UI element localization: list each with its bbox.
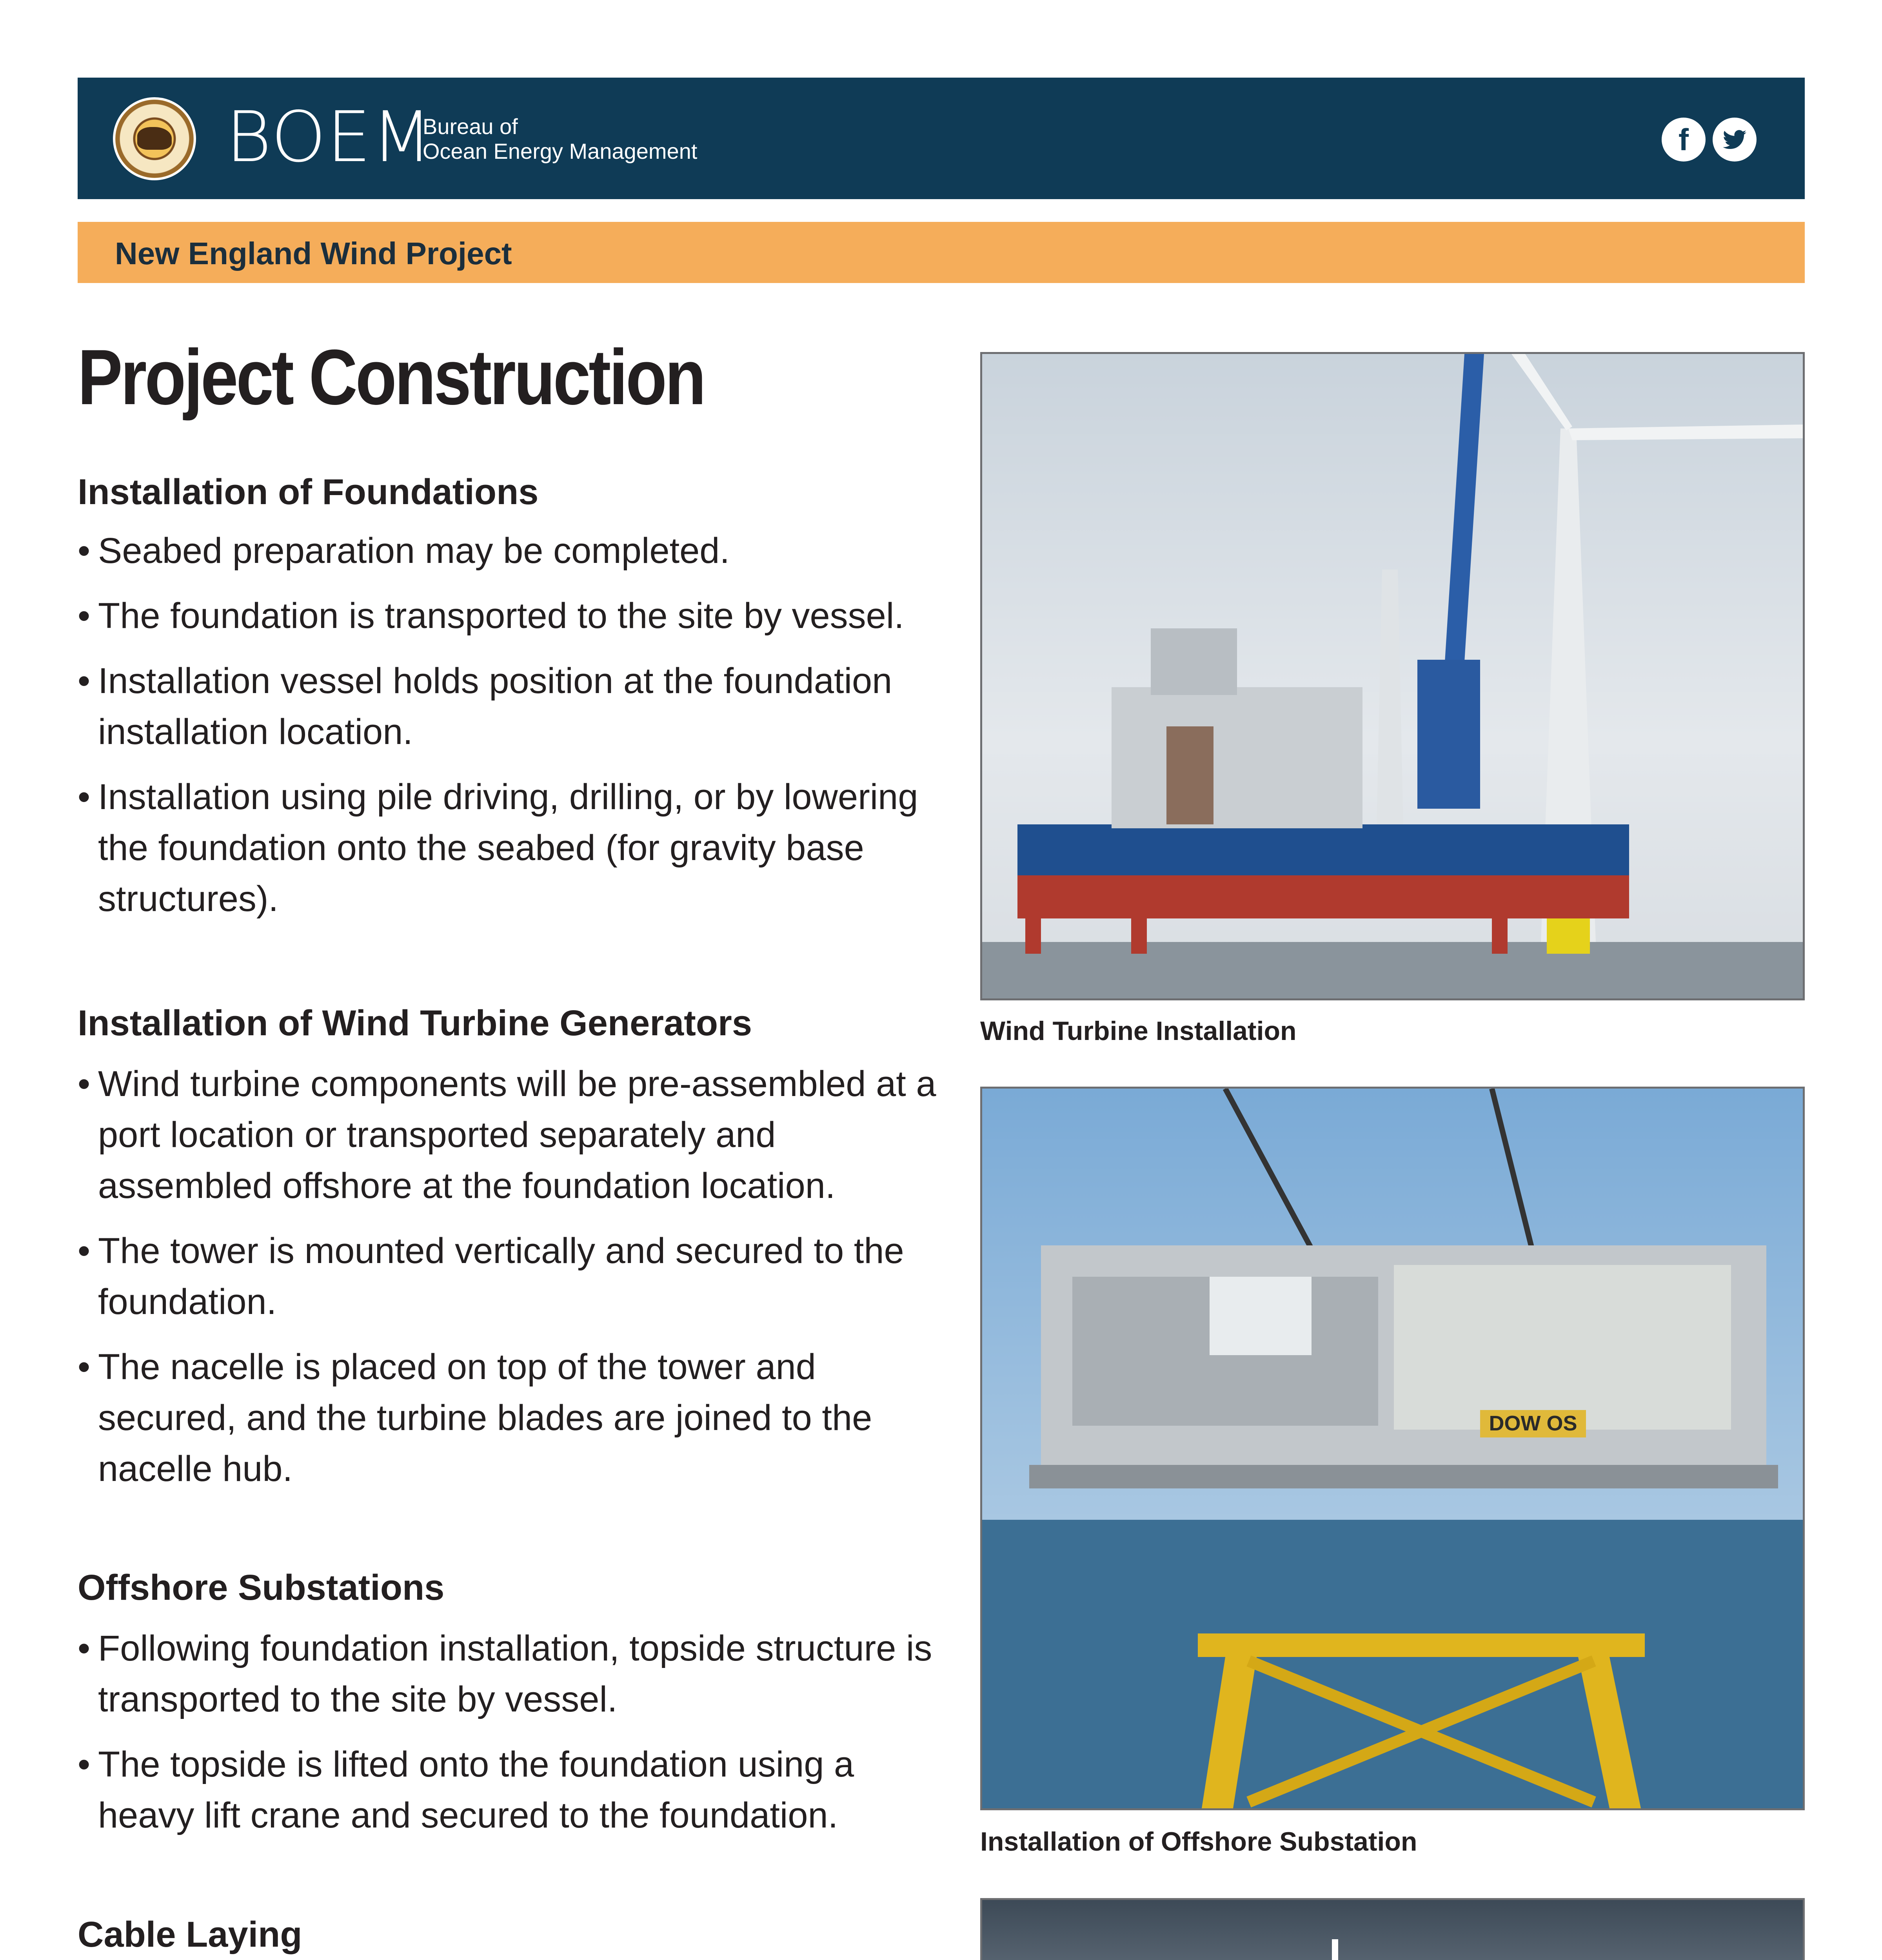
wind-turbine-installation-photo xyxy=(980,352,1805,1000)
list-item: • Wind turbine components will be pre-assembled at a port location or transported separately and assembled offshore at the foundation location. xyxy=(78,1058,940,1211)
brand-logo-text[interactable]: BOEM xyxy=(226,96,433,178)
project-banner xyxy=(78,222,1805,283)
list-item: • The topside is lifted onto the foundation using a heavy lift crane and secured to the foundation. xyxy=(78,1739,940,1841)
twitter-icon[interactable] xyxy=(1713,118,1757,162)
section-heading-turbines: Installation of Wind Turbine Generators xyxy=(78,1003,752,1043)
photo-caption-turbine: Wind Turbine Installation xyxy=(980,1016,1297,1046)
brand-subtitle-line2: Ocean Energy Management xyxy=(423,139,698,163)
turbines-list xyxy=(78,1058,940,1508)
section-heading-foundations: Installation of Foundations xyxy=(78,472,539,512)
list-item: • Following foundation installation, topside structure is transported to the site by vessel. xyxy=(78,1623,940,1725)
list-item: • Installation using pile driving, drilling, or by lowering the foundation onto the seabed (for gravity base structures). xyxy=(78,771,940,924)
substations-list xyxy=(78,1623,940,1855)
brand-subtitle-line1: Bureau of xyxy=(423,114,518,139)
offshore-substation-photo xyxy=(980,1087,1805,1810)
section-heading-substations: Offshore Substations xyxy=(78,1568,445,1608)
photo-caption-substation: Installation of Offshore Substation xyxy=(980,1827,1417,1857)
doi-seal-icon xyxy=(113,97,196,180)
foundations-list xyxy=(78,525,940,938)
list-item: • Installation vessel holds position at the foundation installation location. xyxy=(78,655,940,757)
project-name: New England Wind Project xyxy=(115,236,512,271)
list-item: • The tower is mounted vertically and secured to the foundation. xyxy=(78,1225,940,1327)
substation-label: DOW OS xyxy=(1489,1412,1577,1435)
site-header xyxy=(78,78,1805,199)
list-item: • Seabed preparation may be completed. xyxy=(78,525,940,576)
list-item: • The nacelle is placed on top of the tower and secured, and the turbine blades are joined to the nacelle hub. xyxy=(78,1341,940,1494)
page-title: Project Construction xyxy=(78,334,704,421)
list-item: • The foundation is transported to the site by vessel. xyxy=(78,590,940,641)
facebook-icon[interactable]: f xyxy=(1662,118,1706,162)
cable-laying-photo xyxy=(980,1898,1805,1960)
section-heading-cable-laying: Cable Laying xyxy=(78,1915,302,1955)
